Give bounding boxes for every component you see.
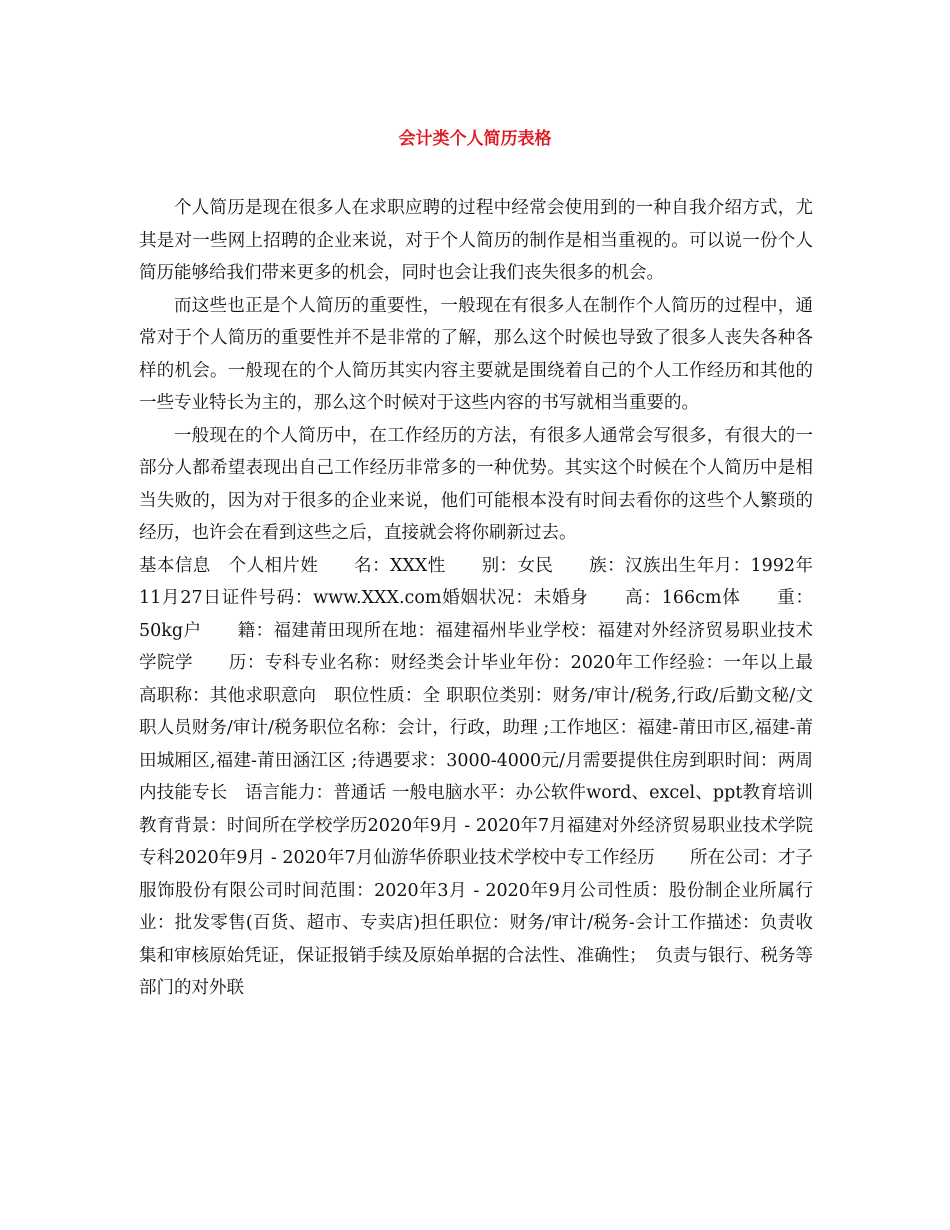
document-title: 会计类个人简历表格 (398, 129, 552, 149)
document-body (139, 192, 831, 1005)
paragraph-work-experience: 一般现在的个人简历中，在工作经历的方法，有很多人通常会写很多，有很大的一部分人都希望表现出自己工作经历非常多的一种优势。其实这个时候在个人简历中是相当失败的，因为对于很多的企业来说，他们可能根本没有时间去看你的这些个人繁琐的经历，也许会在看到这些之后，直接就会将你刷新过去。 (139, 425, 813, 543)
paragraph-importance: 而这些也正是个人简历的重要性，一般现在有很多人在制作个人简历的过程中，通常对于个人简历的重要性并不是非常的了解，那么这个时候也导致了很多人丧失各种各样的机会。一般现在的个人简历其实内容主要就是围绕着自己的个人工作经历和其他的一些专业特长为主的，那么这个时候对于这些内容的书写就相当重要的。 (139, 295, 813, 413)
paragraph-intro: 个人简历是现在很多人在求职应聘的过程中经常会使用到的一种自我介绍方式，尤其是对一些网上招聘的企业来说，对于个人简历的制作是相当重视的。可以说一份个人简历能够给我们带来更多的机会，同时也会让我们丧失很多的机会。 (139, 198, 813, 283)
resume-details: 基本信息 个人相片姓 名：XXX性 别：女民 族：汉族出生年月：1992年11月27日证件号码：www.XXX.com婚姻状况：未婚身 高：166cm体 重：50kg户 籍：福建莆田现所在地：福建福州毕业学校：福建对外经济贸易职业技术学院学 历：专科专业名称：财经类会计毕业年份：2020年工作经验：一年以上最高职称：其他求职意向 职位性质：全 职职位类别：财务/审计/税务,行政/后勤文秘/文职人员财务/审计/税务职位名称：会计，行政，助理 ;工作地区：福建-莆田市区,福建-莆田城厢区,福建-莆田涵江区 ;待遇要求：3000-4000元/月需要提供住房到职时间：两周内技能专长 语言能力：普通话 一般电脑水平：办公软件word、excel、ppt教育培训 教育背景：时间所在学校学历2020年9月 - 2020年7月福建对外经济贸易职业技术学院专科2020年9月 - 2020年7月仙游华侨职业技术学校中专工作经历 所在公司：才子服饰股份有限公司时间范围：2020年3月 - 2020年9月公司性质：股份制企业所属行业：批发零售(百货、超市、专卖店)担任职位：财务/审计/税务-会计工作描述：负责收集和审核原始凭证，保证报销手续及原始单据的合法性、准确性； 负责与银行、税务等部门的对外联 (139, 555, 831, 998)
